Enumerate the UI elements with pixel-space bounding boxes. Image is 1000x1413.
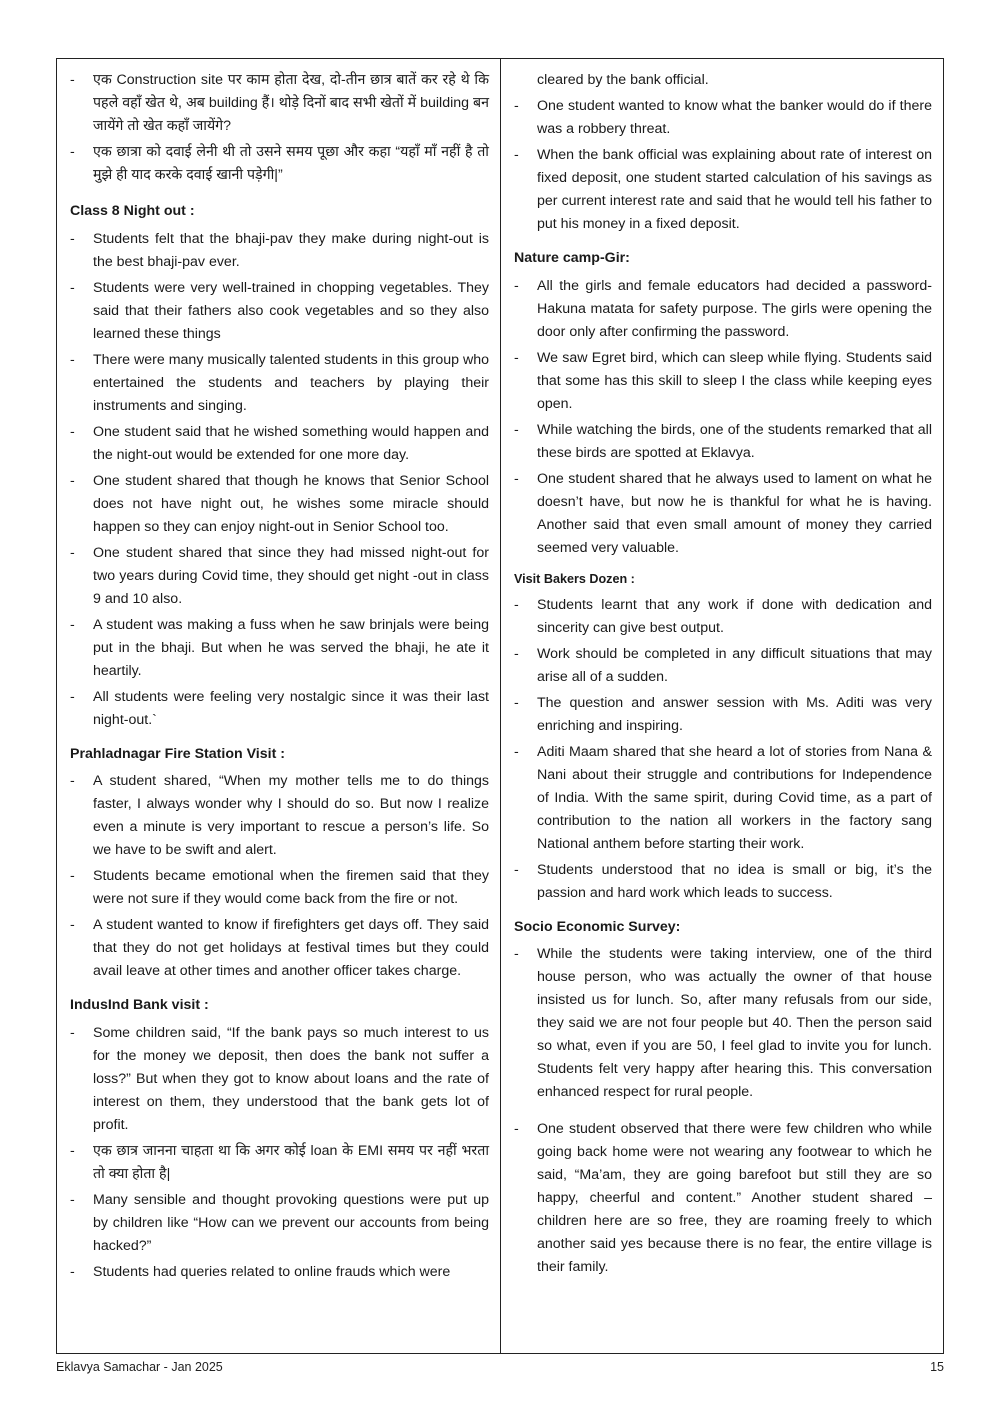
list-item: - Many sensible and thought provoking questions were put up by children like “How can we prevent our accounts from being hacked?”: [69, 1189, 489, 1258]
list-item: - A student was making a fuss when he saw brinjals were being put in the bhaji. But when he was served the bhaji, he ate it heartily.: [69, 614, 489, 683]
list-item: - Work should be completed in any difficult situations that may arise all of a sudden.: [513, 643, 932, 689]
list-item: - One student observed that there were few children who while going back home were not wearing any footwear to which he said, “Ma’am, they are going barefoot but still they are so happy, cheerful and content.” Another student shared – children here are so free, they are roaming freely to which another said yes because there is no fear, the entire village is their family.: [513, 1118, 932, 1279]
list-item: - एक छात्र जानना चाहता था कि अगर कोई loan के EMI समय पर नहीं भरता तो क्या होता है|: [69, 1140, 489, 1186]
night-out-list: [69, 228, 489, 732]
section-title-bakers: Visit Bakers Dozen :: [514, 571, 635, 586]
section-title-survey: Socio Economic Survey:: [514, 918, 681, 935]
section-title-fire-station: Prahladnagar Fire Station Visit :: [70, 745, 285, 762]
list-item: - Students became emotional when the firemen said that they were not sure if they would come back from the fire or not.: [69, 865, 489, 911]
list-item: - Students understood that no idea is small or big, it’s the passion and hard work which leads to success.: [513, 859, 932, 905]
fire-station-list: [69, 770, 489, 983]
list-item: - While watching the birds, one of the students remarked that all these birds are spotted at Eklavya.: [513, 419, 932, 465]
bank-continued-text: cleared by the bank official.: [537, 72, 709, 88]
list-item: - There were many musically talented students in this group who entertained the students and teachers by playing their instruments and singing.: [69, 349, 489, 418]
list-item: - Aditi Maam shared that she heard a lot of stories from Nana & Nani about their struggle and contributions for Independence of India. With the same spirit, during Covid time, as a part of contribution to the nation all workers in the factory sang National anthem before starting their work.: [513, 741, 932, 856]
publication-name: Eklavya Samachar - Jan 2025: [56, 1360, 223, 1374]
list-item: - When the bank official was explaining about rate of interest on fixed deposit, one student started calculation of his savings as per current interest rate and said that he would tell his father to put his money in a fixed deposit.: [513, 144, 932, 236]
list-item: - The question and answer session with Ms. Aditi was very enriching and inspiring.: [513, 692, 932, 738]
list-item: - एक Construction site पर काम होता देख, दो-तीन छात्र बातें कर रहे थे कि पहले वहाँ खेत थे, अब building हैं। थोड़े दिनों बाद सभी खेतों में building बन जायेंगे तो खेत कहाँ जायेंगे?: [69, 69, 489, 138]
page-frame: [56, 58, 944, 1354]
list-item: - Students had queries related to online frauds which were: [69, 1261, 489, 1284]
list-item: - One student shared that though he knows that Senior School does not have night out, he wishes some miracle should happen so they can enjoy night-out in Senior School too.: [69, 470, 489, 539]
list-item: - While the students were taking interview, one of the third house person, who was actually the owner of that house insisted us for lunch. So, after many refusals from our side, they said we are not four people but 40. Then the person said so what, even if you are 50, I feel glad to invite you for lunch. Students felt very happy after hearing this. This conversation enhanced respect for rural people.: [513, 943, 932, 1104]
list-item: - A student wanted to know if firefighters get days off. They said that they do not get holidays at festival times but they could avail leave at other times and another officer takes charge.: [69, 914, 489, 983]
list-item: - Students were very well-trained in chopping vegetables. They said that their fathers also cook vegetables and so they also learned these things: [69, 277, 489, 346]
survey-list: [513, 943, 932, 1279]
bank-list: [69, 1022, 489, 1284]
section-title-night-out: Class 8 Night out :: [70, 203, 195, 219]
list-item: - One student shared that he always used to lament on what he doesn’t have, but now he is thankful for what he is having. Another said that even small amount of money they carried seemed very valuable.: [513, 468, 932, 560]
list-item: - One student shared that since they had missed night-out for two years during Covid time, they should get night -out in class 9 and 10 also.: [69, 542, 489, 611]
bakers-list: [513, 594, 932, 905]
page-footer: [56, 1360, 944, 1374]
left-column: [57, 59, 501, 1353]
gir-list: [513, 275, 932, 560]
list-item: - एक छात्रा को दवाई लेनी थी तो उसने समय पूछा और कहा “यहाँ माँ नहीं है तो मुझे ही याद करके दवाई खानी पड़ेगी|”: [69, 141, 489, 187]
list-item: - One student said that he wished something would happen and the night-out would be extended for one more day.: [69, 421, 489, 467]
right-column: [501, 59, 943, 1353]
hindi-list: [69, 69, 489, 187]
section-title-gir: Nature camp-Gir:: [514, 250, 630, 266]
list-item: - We saw Egret bird, which can sleep while flying. Students said that some has this skill to sleep I the class while keeping eyes open.: [513, 347, 932, 416]
section-title-bank: IndusInd Bank visit :: [70, 997, 209, 1014]
page-number: 15: [930, 1360, 944, 1374]
bank-list-continued: [513, 95, 932, 236]
list-item: - Some children said, “If the bank pays so much interest to us for the money we deposit, then does the bank not suffer a loss?” But when they got to know about loans and the rate of interest on them, they understood that the bank gets lot of profit.: [69, 1022, 489, 1137]
list-item: - A student shared, “When my mother tells me to do things faster, I always wonder why I should do so. But now I realize even a minute is very important to rescue a person’s life. So we have to be swift and alert.: [69, 770, 489, 862]
list-item: - All the girls and female educators had decided a password-Hakuna matata for safety purpose. The girls were opening the door only after confirming the password.: [513, 275, 932, 344]
list-item: - All students were feeling very nostalgic since it was their last night-out.`: [69, 686, 489, 732]
list-item: - One student wanted to know what the banker would do if there was a robbery threat.: [513, 95, 932, 141]
list-item: - Students learnt that any work if done with dedication and sincerity can give best output.: [513, 594, 932, 640]
list-item: - Students felt that the bhaji-pav they make during night-out is the best bhaji-pav ever.: [69, 228, 489, 274]
